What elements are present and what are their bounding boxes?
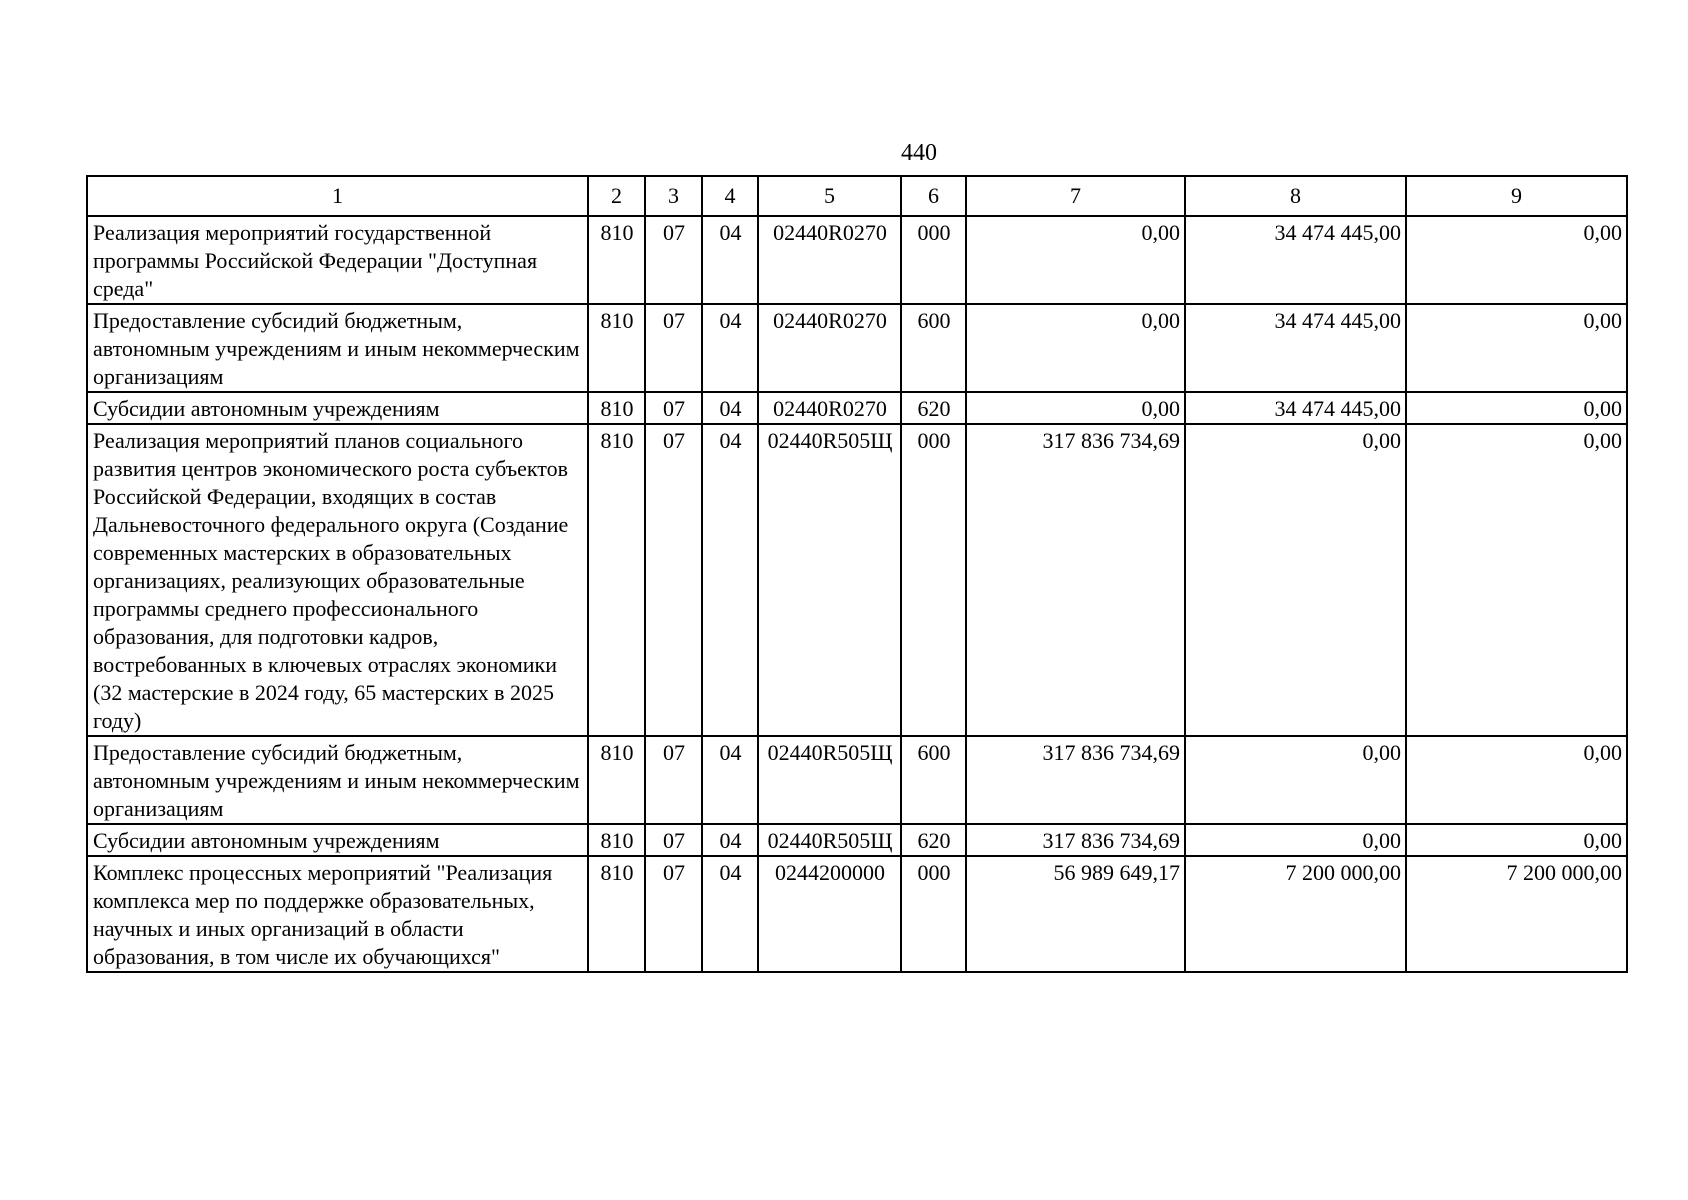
code-cell: 07	[645, 856, 702, 972]
code-cell: 600	[901, 304, 966, 392]
header-row	[87, 176, 1627, 216]
table-row	[87, 392, 1627, 424]
code-cell: 000	[901, 424, 966, 736]
code-cell: 000	[901, 856, 966, 972]
code-cell: 07	[645, 392, 702, 424]
amount-cell: 0,00	[966, 304, 1185, 392]
page-number: 440	[901, 140, 937, 166]
column-header: 8	[1185, 176, 1406, 216]
row-name: Субсидии автономным учреждениям	[87, 824, 588, 856]
code-cell: 02440R0270	[758, 304, 901, 392]
code-cell: 04	[702, 424, 758, 736]
amount-cell: 0,00	[1185, 736, 1406, 824]
code-cell: 810	[588, 304, 645, 392]
table-row	[87, 824, 1627, 856]
column-header: 9	[1406, 176, 1627, 216]
code-cell: 07	[645, 304, 702, 392]
code-cell: 810	[588, 424, 645, 736]
code-cell: 000	[901, 216, 966, 304]
table-row	[87, 216, 1627, 304]
row-name: Реализация мероприятий планов социального развития центров экономического роста субъектов Российской Федерации, входящих в состав Дальневосточного федерального округа (Создание современных мастерских в образовательных организациях, реализующих образовательные программы среднего профессионального образования, для подготовки кадров, востребованных в ключевых отраслях экономики (32 мастерские в 2024 году, 65 мастерских в 2025 году)	[87, 424, 588, 736]
amount-cell: 7 200 000,00	[1185, 856, 1406, 972]
code-cell: 02440R505Щ	[758, 824, 901, 856]
amount-cell: 34 474 445,00	[1185, 392, 1406, 424]
amount-cell: 0,00	[966, 392, 1185, 424]
code-cell: 02440R505Щ	[758, 736, 901, 824]
amount-cell: 317 836 734,69	[966, 424, 1185, 736]
amount-cell: 0,00	[1406, 824, 1627, 856]
amount-cell: 56 989 649,17	[966, 856, 1185, 972]
code-cell: 04	[702, 304, 758, 392]
amount-cell: 0,00	[1185, 424, 1406, 736]
code-cell: 810	[588, 856, 645, 972]
amount-cell: 0,00	[966, 216, 1185, 304]
amount-cell: 317 836 734,69	[966, 736, 1185, 824]
code-cell: 810	[588, 736, 645, 824]
code-cell: 810	[588, 216, 645, 304]
code-cell: 07	[645, 216, 702, 304]
code-cell: 04	[702, 856, 758, 972]
amount-cell: 0,00	[1406, 216, 1627, 304]
code-cell: 600	[901, 736, 966, 824]
column-header: 4	[702, 176, 758, 216]
amount-cell: 0,00	[1406, 392, 1627, 424]
code-cell: 04	[702, 736, 758, 824]
row-name: Предоставление субсидий бюджетным, автономным учреждениям и иным некоммерческим организациям	[87, 304, 588, 392]
row-name: Субсидии автономным учреждениям	[87, 392, 588, 424]
row-name: Комплекс процессных мероприятий "Реализация комплекса мер по поддержке образовательных, научных и иных организаций в области образования, в том числе их обучающихся"	[87, 856, 588, 972]
column-header: 2	[588, 176, 645, 216]
amount-cell: 0,00	[1406, 424, 1627, 736]
table-row	[87, 304, 1627, 392]
code-cell: 07	[645, 736, 702, 824]
code-cell: 07	[645, 424, 702, 736]
code-cell: 04	[702, 216, 758, 304]
table-row	[87, 736, 1627, 824]
column-header: 5	[758, 176, 901, 216]
amount-cell: 0,00	[1406, 304, 1627, 392]
budget-table	[86, 175, 1628, 973]
code-cell: 810	[588, 392, 645, 424]
code-cell: 04	[702, 392, 758, 424]
amount-cell: 7 200 000,00	[1406, 856, 1627, 972]
code-cell: 620	[901, 392, 966, 424]
code-cell: 02440R0270	[758, 392, 901, 424]
table-row	[87, 856, 1627, 972]
column-header: 3	[645, 176, 702, 216]
code-cell: 0244200000	[758, 856, 901, 972]
row-name: Реализация мероприятий государственной программы Российской Федерации "Доступная среда"	[87, 216, 588, 304]
table-row	[87, 424, 1627, 736]
code-cell: 620	[901, 824, 966, 856]
code-cell: 04	[702, 824, 758, 856]
code-cell: 07	[645, 824, 702, 856]
column-header: 7	[966, 176, 1185, 216]
column-header: 1	[87, 176, 588, 216]
column-header: 6	[901, 176, 966, 216]
row-name: Предоставление субсидий бюджетным, автономным учреждениям и иным некоммерческим организациям	[87, 736, 588, 824]
code-cell: 02440R0270	[758, 216, 901, 304]
amount-cell: 0,00	[1185, 824, 1406, 856]
amount-cell: 34 474 445,00	[1185, 304, 1406, 392]
code-cell: 02440R505Щ	[758, 424, 901, 736]
code-cell: 810	[588, 824, 645, 856]
amount-cell: 34 474 445,00	[1185, 216, 1406, 304]
amount-cell: 317 836 734,69	[966, 824, 1185, 856]
amount-cell: 0,00	[1406, 736, 1627, 824]
